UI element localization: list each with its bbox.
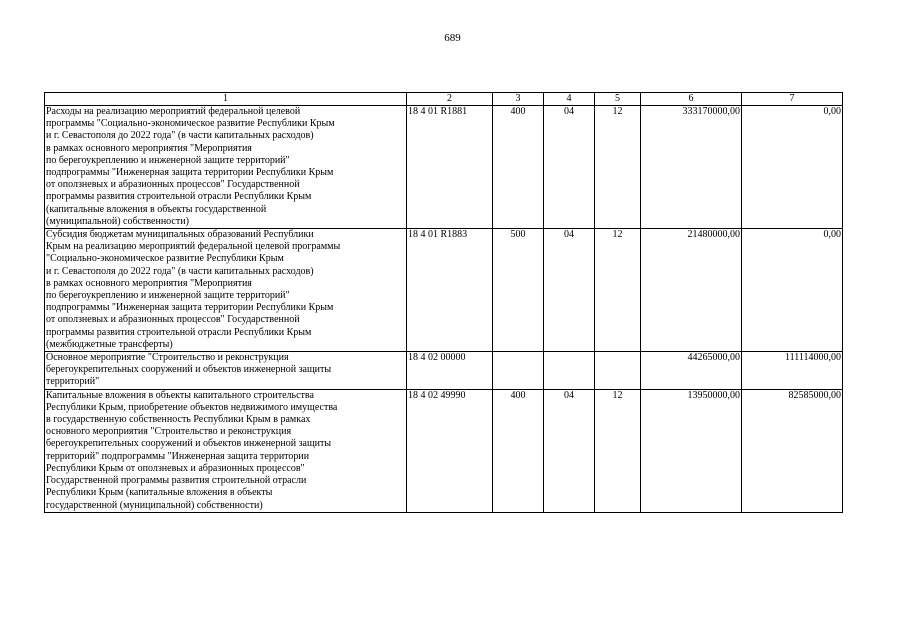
row-col6: 44265000,00 — [641, 352, 742, 390]
table-row — [45, 229, 843, 352]
row-col5: 12 — [595, 229, 641, 352]
row-code: 18 4 01 R1883 — [407, 229, 493, 352]
row-description: Основное мероприятие "Строительство и реконструкция берегоукрепительных сооружений и объектов инженерной защиты территорий" — [45, 352, 407, 390]
row-col4: 04 — [544, 229, 595, 352]
row-description: Субсидия бюджетам муниципальных образований Республики Крым на реализацию мероприятий федеральной целевой программы "Социально-экономическое развитие Республики Крым и г. Севастополя до 2022 года" (в части капитальных расходов) в рамках основного мероприятия "Мероприятия по берегоукреплению и инженерной защите территорий" подпрограммы "Инженерная защита территории Республики Крым от оползневых и абразионных процессов" Государственной программы развития строительной отрасли Республики Крым (межбюджетные трансферты) — [45, 229, 407, 352]
row-col7: 111114000,00 — [742, 352, 843, 390]
row-col5: 12 — [595, 106, 641, 229]
budget-table — [44, 92, 843, 513]
row-col6: 333170000,00 — [641, 106, 742, 229]
row-col6: 13950000,00 — [641, 389, 742, 512]
row-col5: 12 — [595, 389, 641, 512]
table-row — [45, 106, 843, 229]
header-col-5: 5 — [595, 93, 641, 106]
row-col3 — [493, 352, 544, 390]
row-description: Капитальные вложения в объекты капитального строительства Республики Крым, приобретение объектов недвижимого имущества в государственную собственность Республики Крым в рамках основного мероприятия "Строительство и реконструкция берегоукрепительных сооружений и объектов инженерной защиты территорий" подпрограммы "Инженерная защита территории Республики Крым от оползневых и абразионных процессов" Государственной программы развития строительной отрасли Республики Крым (капитальные вложения в объекты государственной (муниципальной) собственности) — [45, 389, 407, 512]
header-col-3: 3 — [493, 93, 544, 106]
row-col7: 82585000,00 — [742, 389, 843, 512]
row-col4: 04 — [544, 106, 595, 229]
table-row — [45, 389, 843, 512]
row-col4: 04 — [544, 389, 595, 512]
row-col5 — [595, 352, 641, 390]
row-description: Расходы на реализацию мероприятий федеральной целевой программы "Социально-экономическое развитие Республики Крым и г. Севастополя до 2022 года" (в части капитальных расходов) в рамках основного мероприятия "Мероприятия по берегоукреплению и инженерной защите территорий" подпрограммы "Инженерная защита территории Республики Крым от оползневых и абразионных процессов" Государственной программы развития строительной отрасли Республики Крым (капитальные вложения в объекты государственной (муниципальной) собственности) — [45, 106, 407, 229]
table-row — [45, 352, 843, 390]
header-col-7: 7 — [742, 93, 843, 106]
header-col-6: 6 — [641, 93, 742, 106]
row-code: 18 4 02 49990 — [407, 389, 493, 512]
row-col3: 400 — [493, 389, 544, 512]
page-number: 689 — [444, 32, 461, 44]
row-col4 — [544, 352, 595, 390]
header-col-2: 2 — [407, 93, 493, 106]
header-row — [45, 93, 843, 106]
row-col3: 400 — [493, 106, 544, 229]
header-col-4: 4 — [544, 93, 595, 106]
row-col7: 0,00 — [742, 229, 843, 352]
row-code: 18 4 02 00000 — [407, 352, 493, 390]
row-col7: 0,00 — [742, 106, 843, 229]
row-code: 18 4 01 R1881 — [407, 106, 493, 229]
header-col-1: 1 — [45, 93, 407, 106]
row-col3: 500 — [493, 229, 544, 352]
row-col6: 21480000,00 — [641, 229, 742, 352]
